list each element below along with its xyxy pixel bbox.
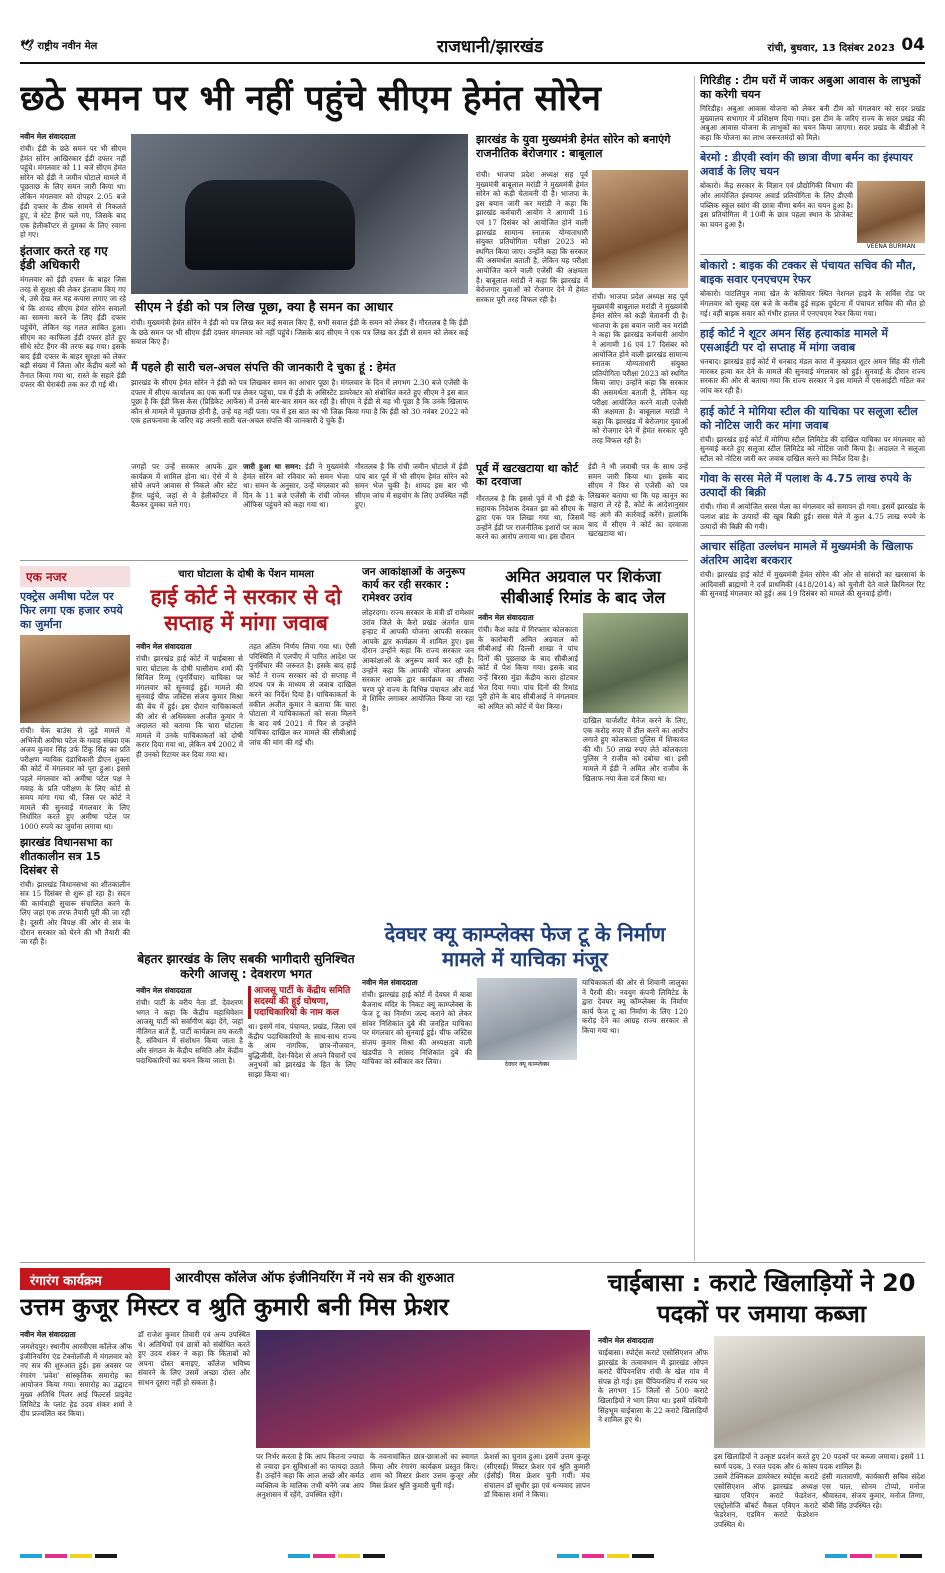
footer-color-strip — [20, 1546, 925, 1558]
bermo-student-photo — [857, 181, 925, 243]
dateline: रांची, बुधवार, 13 दिसंबर 2023 — [767, 43, 895, 54]
masthead — [20, 30, 925, 70]
bird-icon: 🕊 — [20, 39, 34, 52]
vidhansabha-body: रांची। झारखंड विधानसभा का शीतकालीन सत्र 15 दिसंबर से शुरू हो रहा है। सदन की कार्यवाही सुचारू संचालित करने के लिए जहां एक तरफ तैयारी पूरी की जा रही है। दूसरी ओर विपक्ष की ओर से सत्र के दौरान सरकार को घेरने की भी तैयारी की जा रही है। — [20, 879, 130, 947]
giridih-headline: गिरिडीह : टीम घरों में जाकर अबुआ आवास के लाभुकों का करेगी चयन — [700, 74, 921, 101]
lead-subhead-1: इंतजार करते रह गए ईडी अधिकारी — [20, 243, 108, 272]
hc-shooter-body: धनबाद। झारखंड हाई कोर्ट में धनबाद मंडल कारा में कुख्यात शूटर अमन सिंह की गोली मारकर हत्या कर देने के मामले की सुनवाई मंगलवार को हुई। सुनवाई के दौरान राज्य सरकार की ओर से बताया गया कि राज्य सरकार ने इस मामले में एसआईटी गठित कर जांच कर रही है। — [700, 357, 925, 395]
color-swatch — [288, 1554, 310, 1558]
babulal-subhead-body-2: ईडी ने भी जवाबी पत्र के साथ उन्हें समन जारी किया था। इसके बाद सीएम ने फिर से एजेंसी को पत्र लिखकर बताया था कि यह कानून का सहारा ले रहे हैं, कोर्ट के आदेशानुसार वह आगे की कार्रवाई करेंगे। हालांकि बाद में सीएम ने कोर्ट का दरवाजा खटखटाया था। — [588, 462, 688, 539]
devghar-body: रांची। झारखंड हाई कोर्ट में देवघर में बाबा बैजनाथ मंदिर के निकट क्यू काम्प्लेक्स के फेज टू का निर्माण जल्द कराने को लेकर सांवर निशिकांत दुबे की जनहित याचिका पर मंगलवार को सुनवाई हुई। चीफ जस्टिस संजय कुमार मिश्रा की अध्यक्षता वाली खंडपीठ ने सांसद निशिकांत दुबे की याचिका को स्वीकार कर लिया। — [362, 990, 472, 1067]
color-swatch — [900, 1554, 922, 1558]
rangarang-body: जमशेदपुर। स्थानीय आरवीएस कॉलेज ऑफ इंजीनियरिंग एंड टेक्नोलॉजी में मंगलवार को नए सत्र की शुरुआत हुई। इस अवसर पर रंगारंग 'प्रवेश' सांस्कृतिक समारोह का आयोजन किया गया। समारोह का उद्घाटन मुख्य अतिथि पिलर आई फिल्टर्स प्राइवेट लिमिटेड के प्लांट हेड उदय शंकर शर्मा ने दीप प्रज्वलित कर किया। — [20, 1342, 132, 1419]
pension-story — [136, 566, 356, 946]
babulal-photo — [592, 170, 688, 288]
rangarang-body-3: पर निर्भर करता है कि आप कितना ज्यादा से ज्यादा इन सुविधाओं का फायदा उठाते हैं। उन्होंने कहा कि आज अच्छे और कर्मठ व्यक्तित्व के मालिक तभी बनेंगे जब आप अनुशासन में रहेंगे, उपस्थित रहेंगे। — [256, 1452, 364, 1500]
babulal-headline: झारखंड के युवा मुख्यमंत्री हेमंत सोरेन को बनाएंगे राजनीतिक बेरोजगार : बाबूलाल — [476, 133, 671, 160]
hc-shooter-headline: हाई कोर्ट ने शूटर अमन सिंह हत्याकांड मामले में एसआईटी पर दो सप्ताह में मांगा जवाब — [700, 327, 888, 355]
bokaro-headline: बोकारो : बाइक की टक्कर से पंचायत सचिव की मौत, बाइक सवार एनएचएम रेफर — [700, 259, 917, 287]
section-title: राजधानी/झारखंड — [436, 37, 544, 57]
chaibasa-story — [598, 1336, 708, 1536]
rangarang-kicker: आरवीएस कॉलेज ऑफ इंजीनियरिंग में नये सत्र की शुरुआत — [175, 1271, 455, 1286]
chaibasa-body-3: उसमें टेक्निकल डायरेक्टर स्पोर्ट्स कराटे एसोसिएशन ऑफ झारखंड अध्यक्ष खादम एविएन कराटे फेडरेशन, एस्ट्रोलोजि बॉबर्ट मैकल एविएन कराटे फेडरेशन, एडमिन कराटे फेडरेशन उपस्थित थे। — [714, 1472, 818, 1529]
devghar-headline: देवघर क्यू काम्प्लेक्स फेज टू के निर्माण मामले में याचिका मंजूर — [384, 922, 666, 971]
mid-separator — [20, 560, 688, 561]
rangarang-badge: रंगारंग कार्यक्रम — [20, 1268, 170, 1290]
color-swatch — [338, 1554, 360, 1558]
bermo-headline: बेरमो : डीएवी स्वांग की छात्रा वीणा बर्मन का इंस्पायर अवार्ड के लिए चयन — [700, 151, 913, 179]
chaibasa-body-4: हंसी माताराणी, कार्यकारी सचिव संदेश एस पाल, सोनम टोप्पो, मनोज श्रीवास्तव, संजय कुमार, मनोज तिग्गा, बॉबी सिंह उपस्थित रहे। — [822, 1472, 925, 1510]
bokaro-body: बोकारो। पाटलिपुत्र नामा खेत के कसियार स्थित नेशनल हाइवे के सर्विस रोड पर मंगलवार को सुबह दस बजे के करीब हुई सड़क दुर्घटना में पंचायत सचिव की मौत हो गई। वहीं बाइक सवार को गंभीर हालत में एनएचएम रेफर किया गया। — [700, 289, 925, 318]
color-swatch — [582, 1554, 604, 1558]
color-swatch — [20, 1554, 42, 1558]
amit-body-2: दाखिल चार्जशीट मैनेज करने के लिए, एक करोड़ रुपए में डील करने का आरोप लगाते हुए कोलकाता पुलिस में शिकायत की थी। 50 लाख रुपए लेते कोलकाता पुलिस ने राजीव को दबोचा था। इसी मामले में ईडी ने अमित और राजीव के खिलाफ नया केस दर्ज किया था। — [583, 716, 688, 783]
lead-photo-car — [185, 180, 355, 270]
aachar-headline: आचार संहिता उल्लंघन मामले में मुख्यमंत्री के खिलाफ अंतरिम आदेश बरकरार — [700, 540, 913, 568]
goa-body: रांची। गोवा में आयोजित सरस मेला का मंगलवार को समापन हो गया। इसमें झारखंड के पलाश ब्रांड के उत्पादों की खूब बिक्री हुई। सरस मेले में कुल 4.75 लाख रुपये के उत्पादों की बिक्री की गयी। — [700, 502, 925, 531]
masthead-rule — [20, 62, 925, 64]
rangarang-text-column — [20, 1330, 250, 1535]
lead-byline: नवीन मेल संवाददाता — [20, 132, 76, 141]
devghar-photo-label: देवघर क्यू काम्प्लेक्स — [504, 1061, 550, 1068]
babulal-body: रांची। भाजपा प्रदेश अध्यक्ष सह पूर्व मुख्यमंत्री बाबूलाल मरांडी ने मुख्यमंत्री हेमंत सोरेन को कड़ी चेतावनी दी है। भाजपा के इस बयान जारी कर मरांडी ने कहा कि झारखंड कर्मचारी आयोग ने आगामी 16 एवं 17 दिसंबर को आयोजित होने वाली झारखंड सामान्य स्नातक योग्यताधारी संयुक्त प्रतियोगिता परीक्षा 2023 को स्थगित किया जाए। उन्होंने कहा कि सरकार की असमर्थता बताती है, लेकिन यह परीक्षा आयोजित करने वाली एजेंसी की अक्षमता है। बाबूलाल मरांडी ने कहा कि झारखंड में बेरोजगार युवाओं को रोजगार देने में हेमंत सरकार पूरी तरह विफल रही है। — [476, 170, 588, 304]
lead-continuation-3: गौरतलब है कि रांची जमीन घोटाले में ईडी पांच बार पूर्व में भी सीएम हेमंत सोरेन को समन भेज चुकी है। शायद इस बार भी सीएम जांच में सहयोग के लिए उपस्थित नहीं हुए। — [355, 462, 468, 510]
rangarang-event-photo — [256, 1330, 590, 1448]
bermo-body: बोकारो। केंद्र सरकार के विज्ञान एवं प्रौद्योगिकी विभाग की ओर आयोजित इंस्पायर अवार्ड प्रतियोगिता के लिए डीएवी पब्लिक स्कूल स्वांग की छात्रा वीणा बर्मन का चयन हुआ है। इस प्रतियोगिता में 10वीं के छात्र पहला स्थान के प्रोजेक्ट का चयन हुआ है। — [700, 181, 853, 229]
right-column — [700, 74, 925, 1254]
lead-story-left-column — [20, 132, 126, 552]
color-swatch — [557, 1554, 579, 1558]
jan-aakansha-body: लोहरदगा। राज्य सरकार के मंत्री डॉ रामेश्वर उरांव जिले के कैरो प्रखंड अंतर्गत ग्राम हन्हाट में आपकी योजना आपकी सरकार आपके द्वार कार्यक्रम में शामिल हुए। इस दौरान उन्होंने कहा कि राज्य सरकार जन आकांक्षाओं के अनुरूप कार्य कर रही है। उन्होंने कहा कि आपकी योजना आपकी सरकार आपके द्वार कार्यक्रम का तीसरा चरण पूरे राज्य के विभिन्न पंचायत और वार्ड में शिविर लगाकर आयोजित किया जा रहा है। — [362, 608, 474, 713]
hc-moginiya-body: रांची। झारखंड हाई कोर्ट में मोगिया स्टील लिमिटेड की दाखिल याचिका पर मंगलवार को सुनवाई करते हुए सलूजा स्टील लिमिटेड को नोटिस जारी किया है। अदालत ने सलूजा स्टील को नोटिस जारी कर जवाब दाखिल करने का निर्देश दिया है। — [700, 434, 925, 463]
chaibasa-headline: चाईबासा : कराटे खिलाड़ियों ने 20 पदकों पर जमाया कब्जा — [607, 1269, 916, 1328]
vidhansabha-headline: झारखंड विधानसभा का शीतकालीन सत्र 15 दिसंबर से — [20, 835, 113, 877]
lead-headline: छठे समन पर भी नहीं पहुंचे सीएम हेमंत सोरेन — [20, 79, 601, 119]
page-number: 04 — [901, 35, 925, 55]
color-swatch — [95, 1554, 117, 1558]
amit-byline: नवीन मेल संवाददाता — [478, 613, 534, 622]
pension-headline: हाई कोर्ट ने सरकार से दो सप्ताह में मांगा जवाब — [150, 585, 342, 635]
pension-body-2: तहत अंतिम निर्णय लिया गया था। ऐसी परिस्थिति में एलपीए में पारित आदेश पर पुनर्विचार की जरूरत है। इसके बाद हाई कोर्ट ने राज्य सरकार को दो सप्ताह में शपथ पत्र के माध्यम से जवाब दाखिल करने का निर्देश दिया है। याचिकाकर्ता के वकील अजीत कुमार ने बताया कि चारा घोटाला में याचिकाकर्ता को सजा मिलने के बाद वर्ष 2021 में फिर से उन्होंने याचिका दाखिल कर मामले की सीबीआई जांच की मांग की गई थी। — [249, 642, 356, 747]
lead-photo-caption-body: रांची। मुख्यमंत्री हेमंत सोरेन ने ईडी को पत्र लिख कर कई सवाल किए हैं, सभी सवाल ईडी के समन को लेकर हैं। गौरतलब है कि ईडी के छठे समन पर भी सीएम ईडी दफ्तर मंगलवार को नहीं पहुंचे। जिसके बाद सीएम ने एक पत्र लिख कर ईडी से समन को लेकर कई सवाल किए हैं। — [131, 318, 468, 347]
pension-kicker: चारा घोटाला के दोषी के पेंशन मामला — [178, 569, 314, 580]
ek-nazar-label: एक नजर — [20, 566, 130, 587]
amit-headline: अमित अग्रवाल पर शिकंजा सीबीआई रिमांड के बाद जेल — [500, 567, 666, 607]
ajsu-headline: बेहतर झारखंड के लिए सबकी भागीदारी सुनिश्चित करेगी आजसू : देवशरण भगत — [137, 952, 355, 981]
hc-moginiya-headline: हाई कोर्ट ने मोगिया स्टील की याचिका पर सलूजा स्टील को नोटिस जारी कर मांगा जवाब — [700, 404, 918, 432]
color-swatch — [313, 1554, 335, 1558]
color-swatch — [875, 1554, 897, 1558]
color-swatch — [363, 1554, 385, 1558]
right-column-rule — [694, 76, 695, 1261]
color-swatch-group — [557, 1546, 657, 1558]
rangarang-body-4: के नवनामांकित छात्र-छात्राओं का स्वागत किया और रंगारंग कार्यक्रम प्रस्तुत किए। शाम को मिस्टर फ्रेशर उत्तम कुजूर और मिस फ्रेशर श्रुति कुमारी चुनी गईं। — [370, 1452, 478, 1490]
color-swatch-group — [288, 1546, 388, 1558]
devghar-body-2: याचिकाकर्ता की ओर से शिवानी जालुका ने पैरवी की। नवयुग कंपनी लिमिटेड के द्वारा देवघर क्यू कॉम्प्लेक्स के निर्माण कार्य फेज टू का निर्माण के लिए 120 करोड़ देने का आग्रह राज्य सरकार से किया गया था। — [582, 978, 688, 1035]
giridih-body: गिरिडीह। अबुआ आवास योजना को लेकर बनी टीम को मंगलवार को सदर प्रखंड मुख्यालय सभागार में प्रशिक्षण दिया गया। इस टीम के जरिए राज्य के सदर प्रखंड की अबुआ आवास योजना के लाभुकों का चयन किया जाएगा। सदर प्रखंड के बीडीओ ने कहा कि योजना का लाभ जरूरतमंदों को मिले। — [700, 104, 925, 142]
rangarang-byline: नवीन मेल संवाददाता — [20, 1330, 76, 1339]
ajsu-story — [136, 952, 356, 1172]
color-swatch-group — [825, 1546, 925, 1558]
babulal-body-continued: रांची। भाजपा प्रदेश अध्यक्ष सह पूर्व मुख्यमंत्री बाबूलाल मरांडी ने मुख्यमंत्री हेमंत सोरेन को कड़ी चेतावनी दी है। भाजपा के इस बयान जारी कर मरांडी ने कहा कि झारखंड कर्मचारी आयोग ने आगामी 16 एवं 17 दिसंबर को आयोजित होने वाली झारखंड सामान्य स्नातक योग्यताधारी संयुक्त प्रतियोगिता परीक्षा 2023 को स्थगित किया जाए। उन्होंने कहा कि सरकार की असमर्थता बताती है, लेकिन यह परीक्षा आयोजित करने वाली एजेंसी की अक्षमता है। बाबूलाल मरांडी ने कहा कि झारखंड में बेरोजगार युवाओं को रोजगार देने में हेमंत सरकार पूरी तरह विफल रही है। — [592, 292, 688, 445]
ek-nazar-body: रांची। चेक बाउंस से जुड़े मामले में अभिनेत्री अमीषा पटेल के गवाह संख्या एक अजय कुमार सिंह उर्फ टिंकू सिंह का प्रति परीक्षण न्यायिक दंडाधिकारी डीएन शुक्ला की कोर्ट में मंगलवार को पूरा हुआ। इससे पहले मंगलवार को अमीषा पटेल पक्ष ने गवाह के प्रति परीक्षण के लिए कोर्ट से समय मांगा गया थी, जिस पर कोर्ट ने मामले की सुनवाई मंगलवार के लिए निर्धारित करते हुए अमीषा पटेल पर 1000 रुपये का जुर्माना लगाया था। — [20, 726, 130, 831]
ajsu-pullquote: आजसू पार्टी के केंद्रीय समिति सदस्यों की हुई घोषणा, पदाधिकारियों के नाम कल — [248, 986, 356, 1019]
color-swatch — [45, 1554, 67, 1558]
lead-subhead-1-body: मंगलवार को ईडी दफ्तर के बाहर जिस तरह से सुरक्षा की लेकर इंतजाम किए गए थे, उसे देख कर यह कयास लगाए जा रहे थे कि शायद सीएम हेमंत सोरेन सवालों का सामना करने के लिए ईडी दफ्तर पहुंचेंगे, लेकिन यह गलत साबित हुआ। सीएम का काफिला ईडी दफ्तर होते हुए सीधे स्टेट हैंगर की तरफ बढ़ गया। इसके बाद ईडी दफ्तर के बाहर सुरक्षा को लेकर बड़ी संख्या में जिला और केंद्रीय बलों को तैनात किया गया था, रास्ते के सहारे ईडी दफ्तर की घेराबंदी तक कर दी गई थी। — [20, 274, 126, 390]
pension-byline: नवीन मेल संवाददाता — [136, 642, 192, 651]
chaibasa-body-2: इस खिलाड़ियों ने उत्कृष्ट प्रदर्शन करते हुए 20 पदकों पर कब्जा जमाया। इसमें 11 स्वर्ण पदक, 3 रजत पदक और 6 कांस्य पदक शामिल हैं। — [714, 1452, 925, 1470]
pension-body: रांची। झारखंड हाई कोर्ट में चाईबासा से चारा घोटाला के दोषी घासीराम शर्मा की सिविल रिव्यू (पुनर्विचार) याचिका पर मंगलवार को सुनवाई हुई। मामले की सुनवाई चीफ जस्टिस संजय कुमार मिश्रा की बेंच में हुई। इस दौरान याचिकाकर्ता की ओर से अधिवक्ता अजीत कुमार ने अदालत को बताया कि चारा घोटाला मामले में उनके याचिकाकर्ता को दोषी करार दिया गया था, लेकिन वर्ष 2002 में ही उनको रिटायर कर दिया गया था। — [136, 654, 243, 759]
color-swatch — [70, 1554, 92, 1558]
ajsu-body: रांची। पार्टी के वरीय नेता डॉ. देवशरण भगत ने कहा कि केंद्रीय महाधिवेशन आजसू पार्टी को सर्वांगीण बढ़ा देंगे, जहां नीतिगत बातें हैं, पार्टी कार्यक्रम तय करती है, संविधान में संशोधन किया जाता है और संगठन के केंद्रीय समिति और केंद्रीय पदाधिकारियों का चयन किया जाता है। — [136, 998, 243, 1065]
lead-body: रांची। ईडी के छठे समन पर भी सीएम हेमंत सोरेन आखिरकार ईडी दफ्तर नहीं पहुंचे। मंगलवार को 11 बजे सीएम हेमंत सोरेन को ईडी ने जमीन घोटाले मामले में पूछताछ के लिए समन जारी किया था। लेकिन मंगलवार को दोपहर 2.05 बजे ईडी दफ्तर के ठीक सामने से निकलते हुए, वे स्टेट हैंगर चले गए, जिसके बाद एक हेलीकॉप्टर से दुमका के लिए रवाना हो गए। — [20, 144, 126, 240]
newspaper-logo: 🕊 राष्ट्रीय नवीन मेल — [20, 39, 98, 52]
babulal-subhead-body: गौरतलब है कि इससे पूर्व में भी ईडी के सहायक निदेशक देवव्रत झा को सीएम के द्वारा एक पत्र लिखा गया था, जिसमें उन्होंने ईडी पर राजनीतिक इशारों पर काम करने का आरोप लगाया था। इस दौरान — [476, 494, 584, 542]
jan-aakansha-story — [362, 566, 474, 918]
ajsu-body-2: था। इसमें गांव, पंचायत, प्रखंड, जिला एवं केंद्रीय पदाधिकारियों के साथ-साथ राज्य के आम नागरिक, छात्र-नौजवान, बुद्धिजीवी, देश-विदेश से अपने विचारों एवं अनुभवों को झारखंड के हित के लिए साझा किया था। — [248, 1022, 356, 1079]
ek-nazar-column — [20, 566, 130, 1266]
devghar-story — [362, 922, 688, 1172]
ajsu-byline: नवीन मेल संवाददाता — [136, 986, 192, 995]
babulal-subhead: पूर्व में खटखटाया था कोर्ट का दरवाजा — [476, 462, 579, 488]
rangarang-headline: उत्तम कुजूर मिस्टर व श्रुति कुमारी बनी मिस फ्रेशर — [20, 1293, 449, 1321]
color-swatch — [632, 1554, 654, 1558]
goa-headline: गोवा के सरस मेले में पलाश के 4.75 लाख रुपये के उत्पादों की बिक्री — [700, 472, 912, 500]
devghar-byline: नवीन मेल संवाददाता — [362, 978, 418, 987]
amit-body: रांची। कैश कांड में गिरफ्तार कोलकाता के कारोबारी अमित अग्रवाल को सीबीआई की दिल्ली शाखा ने पांच दिनों की पूछताछ के बाद सीबीआई कोर्ट में पेश किया गया। इसके बाद उन्हें बिरसा मुंडा केंद्रीय कारा होटवार भेज दिया गया। पांच दिनों की रिमांड पूरी होने के बाद सीबीआई ने मंगलवार को अमित को कोर्ट में पेश किया। — [478, 625, 578, 711]
rangarang-body-5: फ्रेशर्स का चुनाव हुआ। इसमें उत्तम कुजूर (सीएसई) मिस्टर फ्रेशर एवं श्रुति कुमारी (ईसीई) मिस फ्रेशर चुनी गयीं। मंच संचालन डॉ सुधीर झा एवं धन्यवाद ज्ञापन डॉ विकास शर्मा ने किया। — [484, 1452, 590, 1500]
bermo-photo-label: VEENA BURMAN — [866, 243, 916, 251]
lead-continuation-1: जगहों पर उन्हें सरकार आपके द्वार कार्यक्रम में शामिल होना था। ऐसे में ये सोचें अपने आवास से निकले और स्टेट हैंगर पहुंचे, जहां से वे हेलीकॉप्टर में बैठकर दुमका चले गए। — [131, 462, 237, 510]
lead-continuation-2: जारी हुआ था समन: ईडी ने मुख्यमंत्री हेमंत सोरेन को रविवार को समन भेजा था। समन के अनुसार, उन्हें मंगलवार को दिन के 11 बजे एजेंसी के रांची जोनल ऑफिस पहुंचने को कहा गया था। — [243, 462, 349, 510]
jan-aakansha-headline: जन आकांक्षाओं के अनुरूप कार्य कर रही सरकार : रामेश्वर उरांव — [362, 566, 466, 604]
lead-subhead-2-body: झारखंड के सीएम हेमंत सोरेन ने ईडी को पत्र लिखकर समन का आधार पूछा है। मंगलवार के दिन में लगभग 2.30 बजे एजेंसी के दफ्तर में सीएम कार्यालय का एक कर्मी पत्र लेकर पहुंचा, पत्र में ईडी के असिस्टेंट डायरेक्टर को संबोधित करते हुए सीएम ने इस बात पूछा है कि ईडी किस केस (प्रिडिकेट आफेंस) में उनसे बार-बार समन कर रही है। सीएम ने ईडी से यह भी पूछा है कि उनके खिलाफ कौन से मामले में पूछताछ होनी है, उन्हें यह नहीं पता। पत्र में इस बात का भी जिक्र किया गया है कि ईडी को 30 नवंबर 2022 को एक हलफनामा के जरिए वह अपनी सारी चल-अचल संपत्ति की जानकारी दे चुके हैं। — [131, 378, 468, 426]
devghar-complex-photo — [477, 978, 577, 1060]
amit-agrawal-photo — [583, 613, 688, 713]
rangarang-body-2: डॉ राजेश कुमार तिवारी एवं अन्य उपस्थित थे। अतिथियों एवं छात्रों को संबोधित करते हुए उदय शंकर ने कहा कि किताबों को अपना दोस्त बनाइए, कॉलेज भविष्य संवारने के लिए उसमें अच्छा दोस्त और साथन दूसरा नहीं हो सकता है। — [138, 1330, 250, 1387]
color-swatch-group — [20, 1546, 120, 1558]
lead-subhead-2: मैं पहले ही सारी चल-अचल संपत्ति की जानकारी दे चुका हूं : हेमंत — [131, 361, 396, 374]
amit-story — [478, 566, 688, 918]
chaibasa-body: चाईबासा। स्पोर्ट्स कराटे एसोसिएशन ऑफ झारखंड के तत्वावधान में झारखंड ओपन कराटे चैंपियनशिप रांची के खेल गांव में संपन्न हो गई। इस चैंपियनशिप में राज्य भर के लगभग 15 जिलों से 500 कराटे खिलाड़ियों ने भाग लिया था। इसमें पश्चिमी सिंहभूम चाईबासा के 22 कराटे खिलाड़ियों ने शामिल हुए थे। — [598, 1348, 708, 1425]
bottom-separator — [20, 1262, 925, 1263]
color-swatch — [607, 1554, 629, 1558]
lead-photo-caption: सीएम ने ईडी को पत्र लिख पूछा, क्या है समन का आधार — [131, 296, 468, 316]
aachar-body: रांची। झारखंड हाई कोर्ट में मुख्यमंत्री हेमंत सोरेन की ओर से सांसदों का खरसावां के आदिवासी ब्राह्मणों ने दर्ज प्राथमिकी (418/2014) को चुनौती देते वाले क्रिमिनल रिट की सुनवाई मंगलवार को हुई। अब 19 दिसंबर को मामले की सुनवाई होगी। — [700, 570, 925, 599]
chaibasa-byline: नवीन मेल संवाददाता — [598, 1336, 654, 1345]
color-swatch — [825, 1554, 847, 1558]
ameesha-patel-photo — [20, 635, 130, 723]
color-swatch — [850, 1554, 872, 1558]
karate-team-photo — [714, 1336, 925, 1448]
ek-nazar-headline: एक्ट्रेस अमीषा पटेल पर फिर लगा एक हजार रुपये का जुर्माना — [20, 590, 123, 631]
